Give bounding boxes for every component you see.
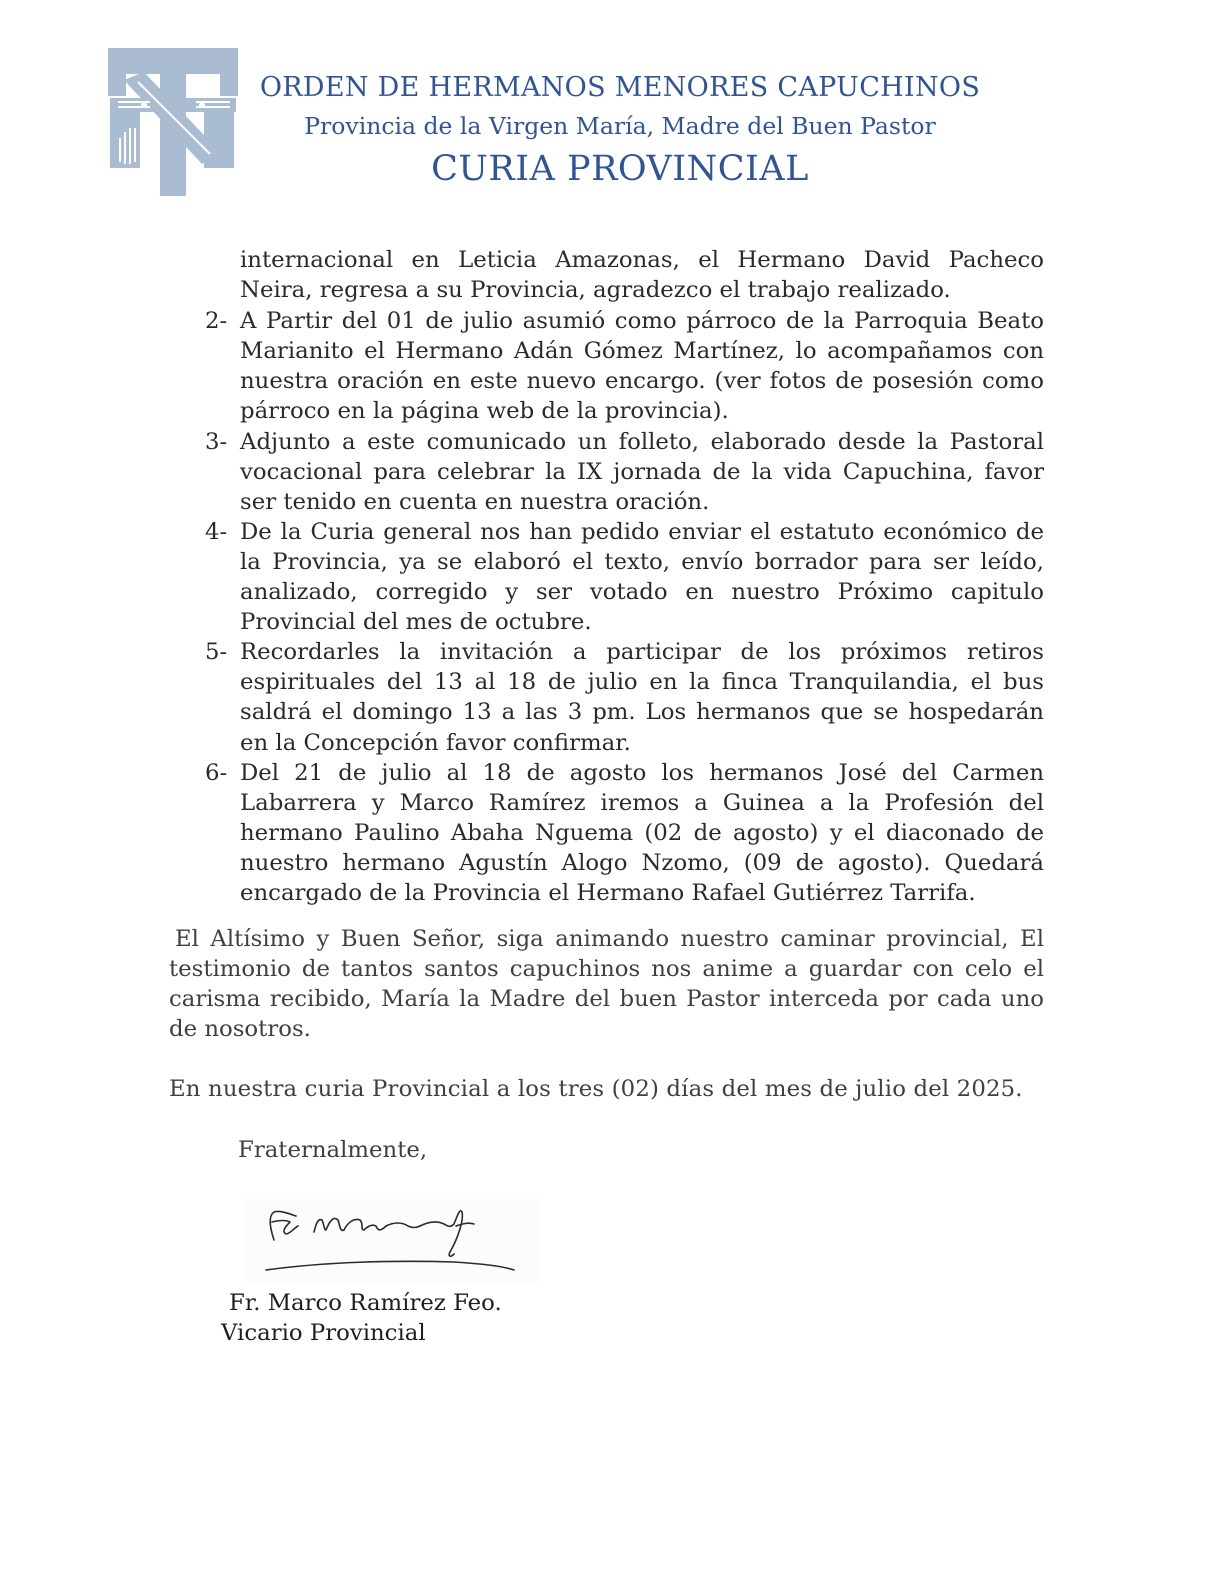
signer-title: Vicario Provincial [221,1320,426,1346]
item-text: Del 21 de julio al 18 de agosto los hermanos José del Carmen Labarrera y Marco Ramírez iremos a Guinea a la Profesión del hermano Paulino Abaha Nguema (02 de agosto) y el diaconado de nuestro hermano Agustín Alogo Nzomo, (09 de agosto). Quedará encargado de la Provincia el Hermano Rafael Gutiérrez Tarrifa. [240,759,1044,906]
province-name: Provincia de la Virgen María, Madre del Buen Pastor [304,112,936,140]
curia-title: CURIA PROVINCIAL [431,149,809,189]
tau-cross-icon [104,46,244,198]
item-text: Recordarles la invitación a participar de los próximos retiros espirituales del 13 al 18 de julio en la finca Tranquilandia, el bus saldrá el domingo 13 a las 3 pm. Los hermanos que se hospedarán en la Concepción favor confirmar. [240,639,1044,756]
item-number: 3- [205,428,228,455]
item-text: De la Curia general nos han pedido enviar el estatuto económico de la Provincia, ya se elaboró el texto, envío borrador para ser leído, analizado, corregido y ser votado en nuestro Próximo capitulo Provincial del mes de octubre. [240,518,1044,636]
item-number: 2- [205,308,228,335]
signer-block [221,1288,502,1348]
item-1-continuation: internacional en Leticia Amazonas, el Hermano David Pacheco Neira, regresa a su Provincia, agradezco el trabajo realizado. [240,247,1044,304]
letterhead [250,66,990,194]
item-number: 5- [205,639,228,666]
list-item [169,517,1044,637]
list-item [169,637,1044,757]
item-number: 6- [205,759,228,786]
item-text: A Partir del 01 de julio asumió como párroco de la Parroquia Beato Marianito el Hermano Adán Gómez Martínez, lo acompañamos con nuestra oración en este nuevo encargo. (ver fotos de posesión como párroco en la página web de la provincia). [240,308,1044,425]
list-item [169,427,1044,517]
signer-name: Fr. Marco Ramírez Feo. [229,1290,502,1316]
closing-paragraph: El Altísimo y Buen Señor, siga animando nuestro caminar provincial, El testimonio de tantos santos capuchinos nos anime a guardar con celo el carisma recibido, María la Madre del buen Pastor interceda por cada uno de nosotros. [169,926,1044,1043]
order-name: ORDEN DE HERMANOS MENORES CAPUCHINOS [259,72,981,103]
announcement-list [169,306,1044,908]
greeting: Fraternalmente, [238,1136,428,1163]
list-item [169,306,1044,426]
date-line: En nuestra curia Provincial a los tres (02) días del mes de julio del 2025. [169,1076,1023,1103]
item-text: Adjunto a este comunicado un folleto, elaborado desde la Pastoral vocacional para celebrar la IX jornada de la vida Capuchina, favor ser tenido en cuenta en nuestra oración. [240,428,1044,515]
handwritten-signature-icon [244,1198,538,1284]
capuchin-logo-icon [104,46,244,198]
letter-body [169,245,1044,1165]
list-item [169,758,1044,908]
item-number: 4- [205,518,228,545]
